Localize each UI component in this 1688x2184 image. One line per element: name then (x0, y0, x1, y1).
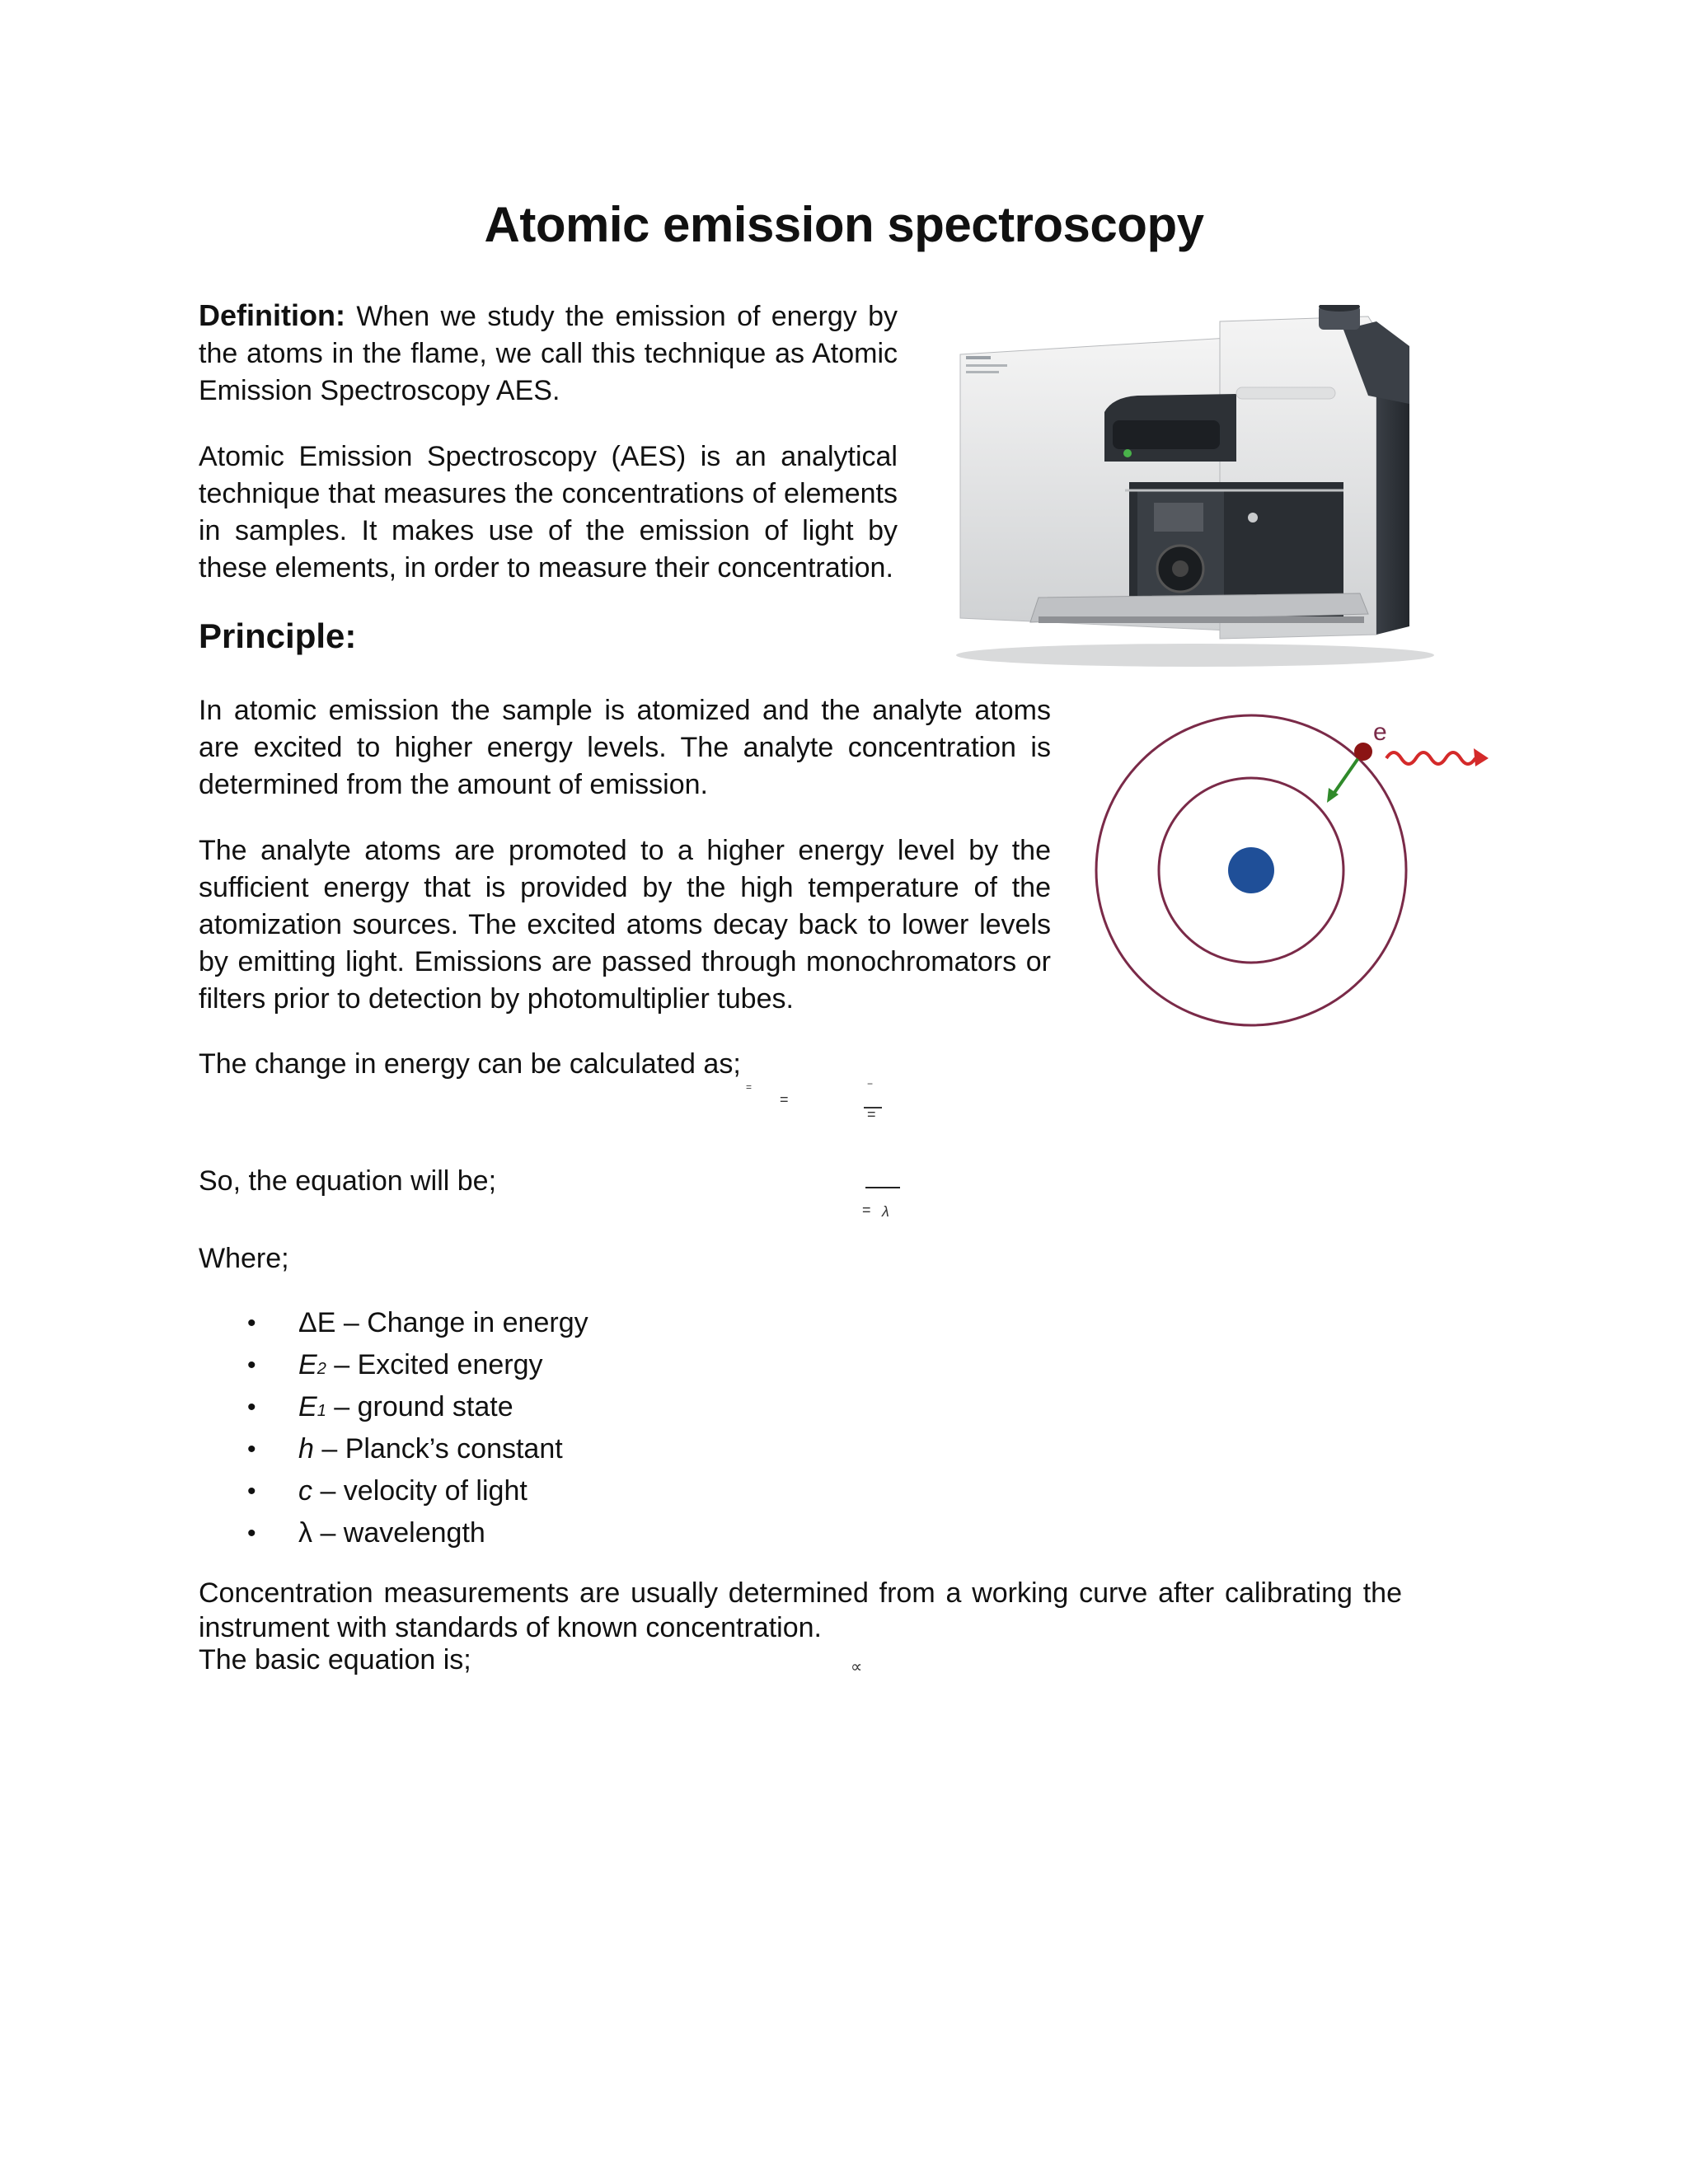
equation-2-symbol-a: = (862, 1202, 871, 1218)
definition-item (247, 1302, 588, 1344)
definition-text: When we study the emission of energy by the atoms in the flame, we call this technique as Atomic Emission Spectroscopy AES. (199, 301, 898, 406)
definition-symbol: E (298, 1349, 317, 1380)
definition-symbol: h (298, 1433, 314, 1465)
definition-item (247, 1470, 588, 1512)
definition-text: – Change in energy (335, 1307, 588, 1338)
bullet-icon: • (247, 1436, 256, 1463)
atom-emission-diagram (1088, 709, 1517, 1038)
so-equation-line: So, the equation will be; (199, 1165, 497, 1197)
bullet-icon: • (247, 1310, 256, 1337)
principle-paragraph-2: The analyte atoms are promoted to a higher energy level by the sufficient energy that is provided by the high temperature of the atomization sources. The excited atoms decay back to lower levels by emitting light. Emissions are passed through monochromators or filters prior to detection by photomultiplier tubes. (199, 835, 1051, 1015)
definition-subscript: 2 (316, 1360, 326, 1378)
definition-item (247, 1512, 588, 1554)
aes-instrument-image (948, 305, 1459, 676)
definition-symbol: c (298, 1475, 312, 1507)
definition-item (247, 1344, 588, 1386)
intro-paragraph: Atomic Emission Spectroscopy (AES) is an analytical technique that measures the concentrations of elements in samples. It makes use of the emission of light by these elements, in order to measure their concentration. (199, 441, 898, 583)
definition-symbol: λ (298, 1517, 312, 1549)
electron (1354, 743, 1372, 761)
definition-text: – Planck’s constant (313, 1433, 563, 1465)
bullet-icon: • (247, 1394, 256, 1421)
definition-subscript: 1 (316, 1402, 326, 1420)
principle-heading: Principle: (199, 616, 357, 655)
definition-text: – wavelength (312, 1517, 485, 1549)
equation-1-symbol-c: − (867, 1078, 874, 1090)
definition-item (247, 1428, 588, 1470)
nucleus (1228, 847, 1274, 893)
concentration-paragraph: Concentration measurements are usually determined from a working curve after calibrating the instrument with standards of known concentration. (199, 1577, 1402, 1643)
where-line: Where; (199, 1243, 289, 1274)
basic-equation-line: The basic equation is; (199, 1644, 471, 1675)
definition-symbol: E (298, 1391, 317, 1422)
definition-label: Definition: (199, 298, 345, 332)
definition-text: – ground state (326, 1391, 513, 1422)
equation-1-symbol-d: = (867, 1106, 876, 1122)
bullet-icon: • (247, 1352, 256, 1379)
definition-symbol: ΔE (298, 1307, 336, 1338)
definition-paragraph (199, 297, 898, 410)
change-energy-line: The change in energy can be calculated as; (199, 1048, 741, 1080)
principle-paragraph-1: In atomic emission the sample is atomized and the analyte atoms are excited to higher energy levels. The analyte concentration is determined from the amount of emission. (199, 695, 1051, 800)
photon-arrow-head (1474, 748, 1489, 766)
proportional-symbol: ∝ (851, 1658, 863, 1676)
definition-text: – velocity of light (312, 1475, 528, 1507)
electron-label: e (1373, 719, 1387, 746)
equation-1-symbol-b: = (780, 1091, 789, 1108)
transition-arrow (1332, 758, 1358, 796)
equation-2-lambda: λ (882, 1203, 889, 1220)
page-title: Atomic emission spectroscopy (484, 197, 1204, 252)
definition-item (247, 1386, 588, 1428)
bullet-icon: • (247, 1478, 256, 1505)
bullet-icon: • (247, 1520, 256, 1547)
emitted-photon-wave (1386, 752, 1475, 764)
definition-text: – Excited energy (326, 1349, 543, 1380)
symbol-definitions-list (247, 1302, 588, 1554)
equation-1-symbol-a: = (746, 1081, 753, 1093)
equation-2-fraction-bar (865, 1187, 900, 1188)
